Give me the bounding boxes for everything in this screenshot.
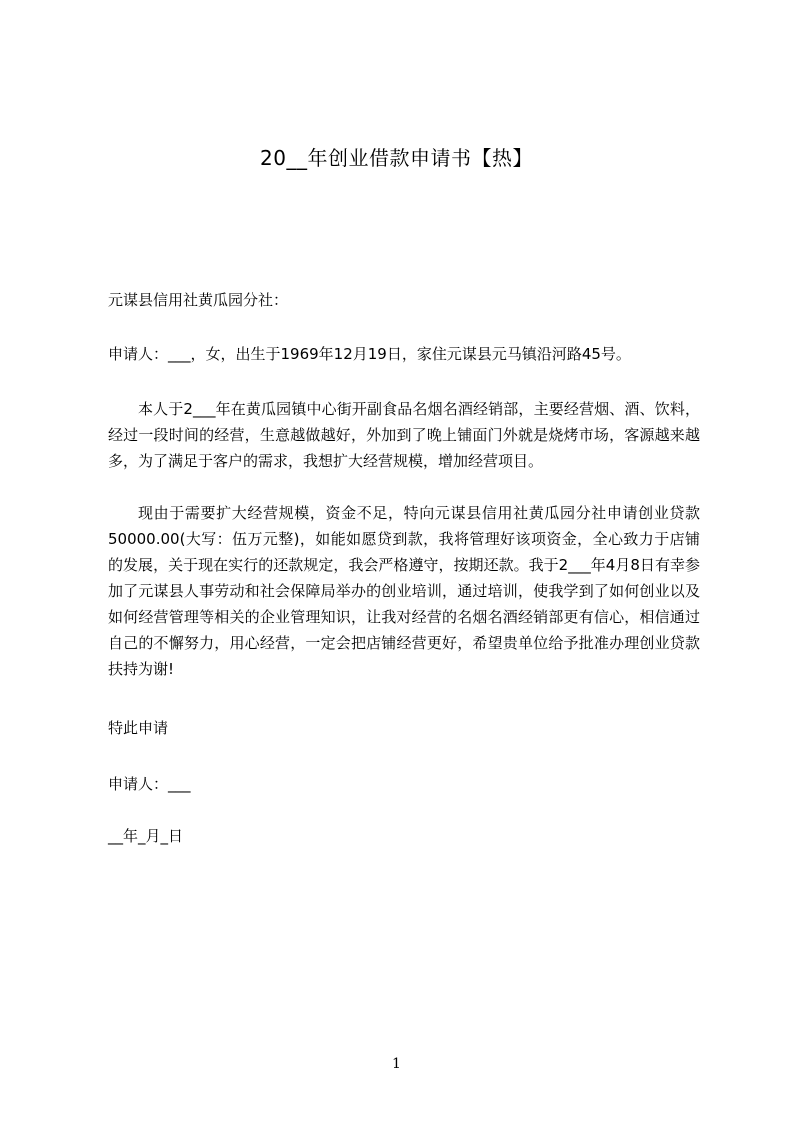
closing-line: 特此申请 [108,719,169,737]
page-number: 1 [392,1056,401,1072]
signature-line: 申请人：___ [108,775,191,793]
recipient-line: 元谋县信用社黄瓜园分社： [108,291,289,309]
applicant-intro: 申请人：___，女，出生于1969年12月19日，家住元谋县元马镇沿河路45号。 [108,345,631,363]
document-title: 20__年创业借款申请书【热】 [260,146,533,170]
paragraph-loan-request: 现由于需要扩大经营规模，资金不足，特向元谋县信用社黄瓜园分社申请创业贷款50000.00(大写：伍万元整)，如能如愿贷到款，我将管理好该项资金，全心致力于店铺的发展，关于现在实行的还款规定，我会严格遵守，按期还款。我于2___年4月8日有幸参加了元谋县人事劳动和社会保障局举办的创业培训，通过培训，使我学到了如何创业以及如何经营管理等相关的企业管理知识，让我对经营的名烟名酒经销部更有信心，相信通过自己的不懈努力，用心经营，一定会把店铺经营更好，希望贵单位给予批准办理创业贷款扶持为谢! [108,504,700,678]
date-line: __年_月_日 [108,827,184,845]
paragraph-business-background: 本人于2___年在黄瓜园镇中心街开副食品名烟名酒经销部，主要经营烟、酒、饮料，经过一段时间的经营，生意越做越好，外加到了晚上铺面门外就是烧烤市场，客源越来越多，为了满足于客户的需求，我想扩大经营规模，增加经营项目。 [108,400,700,470]
